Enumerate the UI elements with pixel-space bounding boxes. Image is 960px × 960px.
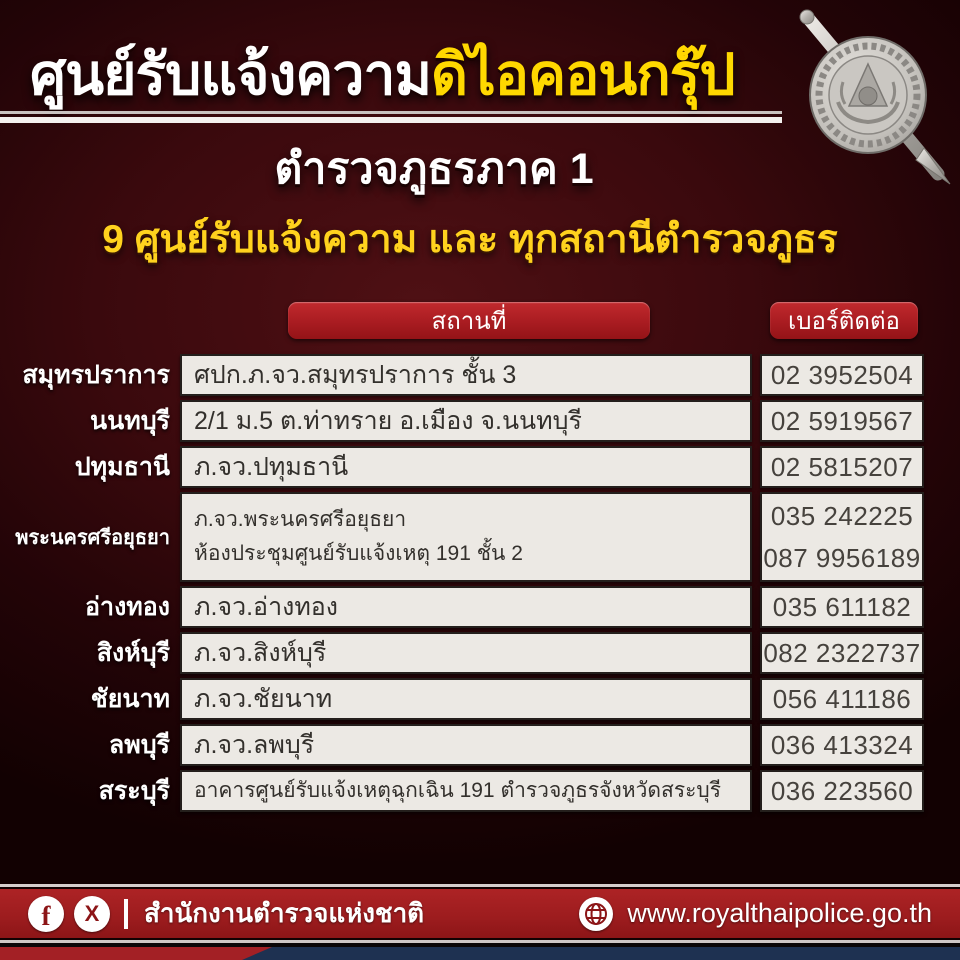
location-cell — [180, 770, 752, 812]
facebook-icon[interactable]: f — [28, 896, 64, 932]
page-title-yellow: ดิไอคอนกรุ๊ป — [431, 43, 735, 107]
phone-cell — [760, 724, 924, 766]
table-row — [0, 354, 960, 396]
location-cell — [180, 678, 752, 720]
phone-cell — [760, 446, 924, 488]
location-cell — [180, 724, 752, 766]
location-text: ภ.จว.พระนครศรีอยุธยา — [194, 507, 407, 531]
footer-divider — [124, 899, 128, 929]
page-title-white: ศูนย์รับแจ้งความ — [30, 43, 432, 107]
phone-number: 036 223560 — [770, 775, 914, 806]
location-text: ภ.จว.ชัยนาท — [194, 684, 333, 713]
footer-top-line — [0, 884, 960, 887]
phone-cell — [760, 354, 924, 396]
location-text: ห้องประชุมศูนย์รับแจ้งเหตุ 191 ชั้น 2 — [194, 542, 523, 565]
location-cell — [180, 586, 752, 628]
province-label: ชัยนาท — [90, 685, 170, 713]
phone-number: 02 5919567 — [770, 405, 914, 436]
location-text: ภ.จว.สิงห์บุรี — [194, 638, 327, 667]
location-cell — [180, 446, 752, 488]
table-row — [0, 632, 960, 674]
bottom-red-accent — [0, 947, 272, 960]
table-row — [0, 678, 960, 720]
phone-number: 035 611182 — [772, 591, 912, 622]
province-label: สระบุรี — [98, 777, 170, 805]
province-label: อ่างทอง — [85, 593, 170, 621]
table-row — [0, 446, 960, 488]
location-text: 2/1 ม.5 ต.ท่าทราย อ.เมือง จ.นนทบุรี — [194, 406, 582, 435]
subtitle: 9 ศูนย์รับแจ้งความ และ ทุกสถานีตำรวจภูธร — [102, 218, 838, 261]
location-text: อาคารศูนย์รับแจ้งเหตุฉุกเฉิน 191 ตำรวจภูธรจังหวัดสระบุรี — [194, 778, 721, 802]
divider-line-thin — [0, 111, 782, 114]
phone-number: 082 2322737 — [763, 637, 921, 668]
phone-number: 02 3952504 — [770, 359, 914, 390]
table-row — [0, 492, 960, 582]
location-cell — [180, 632, 752, 674]
table-row — [0, 400, 960, 442]
province-label: สิงห์บุรี — [96, 639, 170, 667]
website-url[interactable]: www.royalthaipolice.go.th — [627, 898, 932, 928]
table-row — [0, 586, 960, 628]
agency-name: สำนักงานตำรวจแห่งชาติ — [144, 898, 425, 928]
location-text: ภ.จว.ลพบุรี — [194, 730, 315, 759]
phone-cell — [760, 770, 924, 812]
phone-cell — [760, 632, 924, 674]
location-cell — [180, 400, 752, 442]
phone-cell — [760, 678, 924, 720]
province-label: สมุทรปราการ — [22, 361, 170, 389]
phone-number: 035 242225 — [770, 500, 914, 531]
phone-number: 036 413324 — [770, 729, 914, 760]
footer-bar — [0, 889, 960, 938]
phone-cell — [760, 400, 924, 442]
table-row — [0, 770, 960, 812]
bottom-navy-strip — [0, 947, 960, 960]
phone-number: 056 411186 — [772, 683, 912, 714]
divider-line-thick — [0, 117, 782, 123]
phone-cell — [760, 586, 924, 628]
phone-cell — [760, 492, 924, 582]
column-header-location: สถานที่ — [288, 302, 650, 339]
page-title — [30, 30, 800, 120]
province-label: ลพบุรี — [108, 731, 170, 759]
globe-icon — [579, 897, 613, 931]
province-label: ปทุมธานี — [74, 453, 170, 481]
phone-number: 087 9956189 — [763, 543, 921, 573]
province-label: นนทบุรี — [90, 407, 170, 435]
location-cell — [180, 492, 752, 582]
location-cell — [180, 354, 752, 396]
column-header-phone: เบอร์ติดต่อ — [770, 302, 918, 339]
phone-number: 02 5815207 — [770, 451, 914, 482]
location-text: ศปก.ภ.จว.สมุทรปราการ ชั้น 3 — [194, 360, 517, 389]
location-text: ภ.จว.อ่างทอง — [194, 592, 339, 621]
x-icon[interactable]: X — [74, 896, 110, 932]
region-title: ตำรวจภูธรภาค 1 — [274, 145, 594, 193]
table-row — [0, 724, 960, 766]
province-label: พระนครศรีอยุธยา — [15, 527, 170, 549]
location-text: ภ.จว.ปทุมธานี — [194, 452, 349, 481]
